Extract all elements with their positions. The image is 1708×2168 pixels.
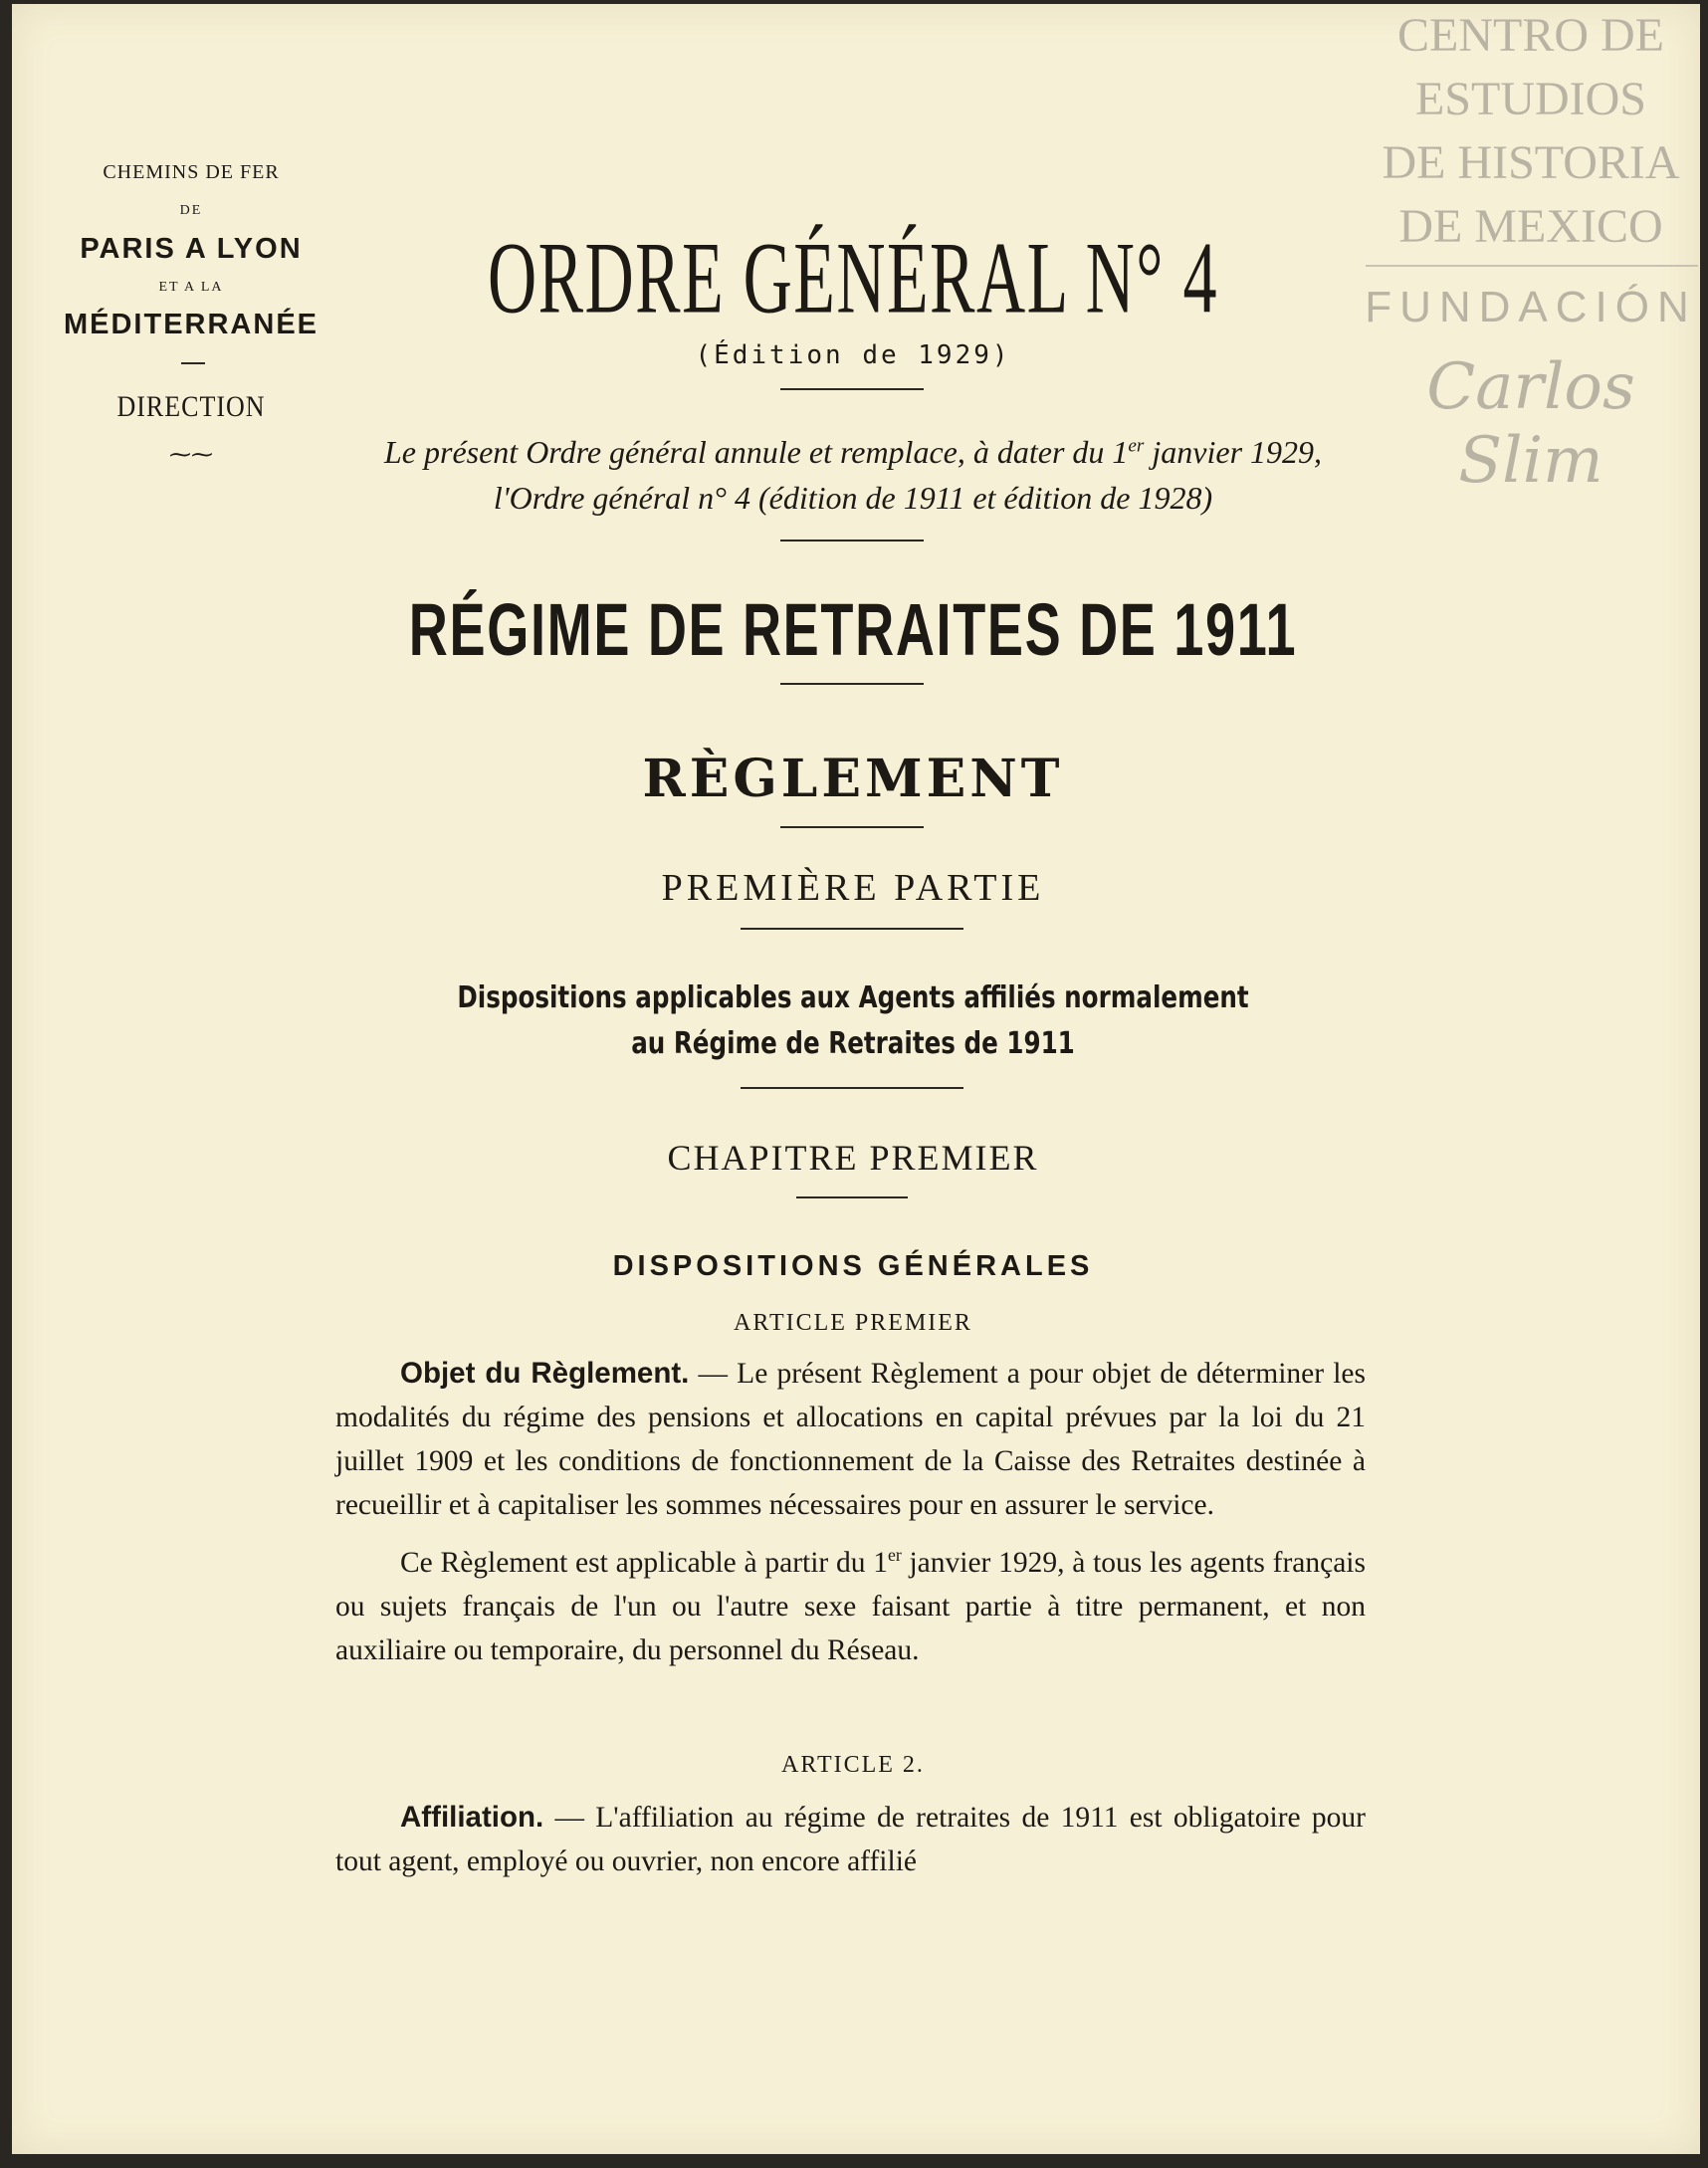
note-line2: l'Ordre général n° 4 (édition de 1911 et édition de 1928) — [493, 480, 1213, 516]
partie-heading: PREMIÈRE PARTIE — [661, 867, 1045, 909]
watermark-line5: FUNDACIÓN — [1365, 283, 1697, 331]
dispositions-line2: au Régime de Retraites de 1911 — [631, 1026, 1075, 1061]
letterhead-direction: DIRECTION — [116, 389, 266, 424]
article2-body — [335, 1796, 1366, 1883]
watermark-signature: Carlos Slim — [1426, 350, 1635, 498]
letterhead-dash — [181, 362, 205, 364]
watermark-line2: ESTUDIOS — [1414, 73, 1646, 125]
divider — [780, 826, 924, 828]
letterhead-company: PARIS A LYON — [80, 233, 303, 265]
article1-para2: Ce Règlement est applicable à partir du 1er janvier 1929, à tous les agents français ou sujets français de l'un ou l'autre sexe faisant partie à titre permanent, et non auxiliaire ou temporaire, du personnel du Réseau. — [335, 1545, 1366, 1666]
document-page — [12, 4, 1700, 2154]
page-title: ORDRE GÉNÉRAL N° 4 — [487, 220, 1219, 335]
dispositions-line1: Dispositions applicables aux Agents affiliés normalement — [457, 980, 1249, 1015]
edition-label: (Édition de 1929) — [695, 340, 1011, 370]
divider — [780, 540, 924, 542]
divider — [780, 388, 924, 390]
letterhead-line2: DE — [179, 203, 203, 218]
divider — [741, 1087, 963, 1089]
divider — [796, 1196, 908, 1198]
letterhead-line4: ET A LA — [158, 280, 224, 295]
watermark-line3: DE HISTORIA — [1382, 136, 1680, 189]
watermark-line4: DE MEXICO — [1398, 200, 1663, 253]
chapitre-heading: CHAPITRE PREMIER — [667, 1138, 1039, 1178]
article1-para1: Objet du Règlement. — Le présent Règlement a pour objet de déterminer les modalités du régime des pensions et allocations en capital prévues par la loi du 21 juillet 1909 et les conditions de fonctionnement de la Caisse des Retraites destinée à recueillir et à capitaliser les sommes nécessaires pour en assurer le service. — [335, 1357, 1366, 1521]
divider — [780, 683, 924, 685]
article2-heading: ARTICLE 2. — [781, 1752, 925, 1778]
reglement-heading: RÈGLEMENT — [642, 749, 1064, 809]
letterhead-line1: CHEMINS DE FER — [103, 161, 280, 183]
regime-heading: RÉGIME DE RETRAITES DE 1911 — [408, 587, 1298, 671]
note-line1: Le présent Ordre général annule et remplace, à dater du 1er janvier 1929, — [383, 434, 1323, 470]
watermark-line1: CENTRO DE — [1397, 9, 1664, 62]
article1-heading: ARTICLE PREMIER — [734, 1310, 972, 1336]
watermark-divider — [1366, 265, 1698, 267]
letterhead-region: MÉDITERRANÉE — [63, 309, 319, 340]
article1-body — [335, 1352, 1366, 1672]
article2-para1: Affiliation. — L'affiliation au régime de retraites de 1911 est obligatoire pour tout agent, employé ou ouvrier, non encore affilié — [335, 1801, 1366, 1877]
section-heading: DISPOSITIONS GÉNÉRALES — [612, 1250, 1094, 1282]
divider — [741, 928, 963, 930]
ornament-icon: ⁓⁓ — [169, 442, 213, 467]
